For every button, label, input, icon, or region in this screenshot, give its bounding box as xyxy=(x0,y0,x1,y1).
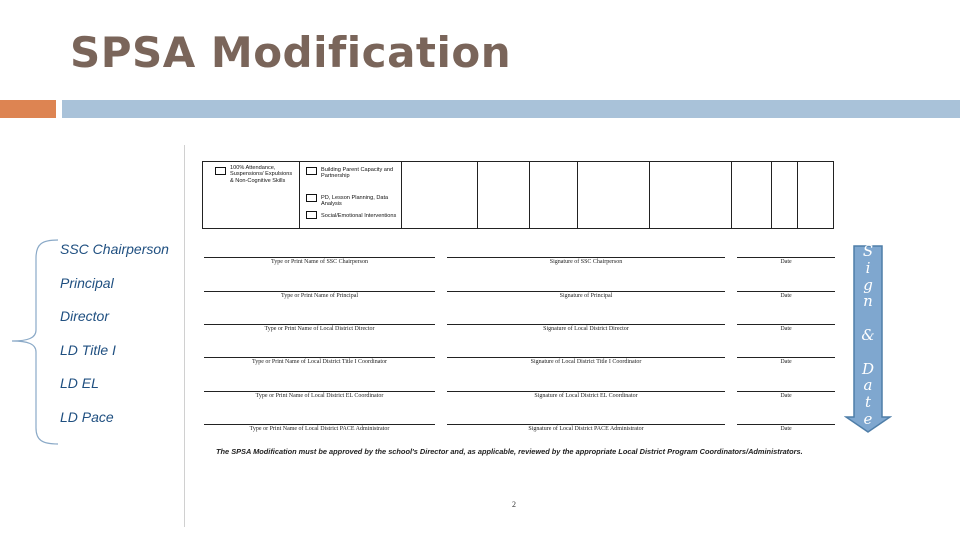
approval-note: The SPSA Modification must be approved by the school's Director and, as applicable, reviewed by the appropriate Local District Program Coordinators/Administrators. xyxy=(216,447,803,456)
option-social-emotional: Social/Emotional Interventions xyxy=(321,213,397,219)
role-ld-title-i: LD Title I xyxy=(60,342,116,358)
name-line[interactable] xyxy=(204,357,435,358)
date-caption: Date xyxy=(780,326,792,332)
name-caption: Type or Print Name of Local District EL Coordinator xyxy=(255,393,384,399)
arrow-letter xyxy=(856,310,880,327)
name-line[interactable] xyxy=(204,424,435,425)
arrow-letter: & xyxy=(861,325,875,344)
arrow-letter: S xyxy=(862,242,874,260)
option-attendance: 100% Attendance, Suspensions/ Expulsions & Non-Cognitive Skills xyxy=(230,165,293,184)
page-number: 2 xyxy=(512,500,516,509)
signature-line[interactable] xyxy=(447,424,725,425)
date-caption: Date xyxy=(780,293,792,299)
arrow-letter: g xyxy=(863,275,873,294)
date-caption: Date xyxy=(780,259,792,265)
arrow-letter: i xyxy=(865,258,871,277)
signature-caption: Signature of Principal xyxy=(559,293,613,299)
page-title: SPSA Modification xyxy=(70,28,512,77)
arrow-letter: n xyxy=(863,292,873,311)
date-line[interactable] xyxy=(737,357,835,358)
name-line[interactable] xyxy=(204,291,435,292)
signature-caption: Signature of Local District Title I Coordinator xyxy=(530,359,642,365)
name-caption: Type or Print Name of Local District Title I Coordinator xyxy=(251,359,388,365)
role-ssc-chairperson: SSC Chairperson xyxy=(60,241,169,257)
role-ld-el: LD EL xyxy=(60,375,99,391)
signature-caption: Signature of SSC Chairperson xyxy=(549,259,623,265)
arrow-letter: D xyxy=(861,359,875,378)
name-caption: Type or Print Name of Principal xyxy=(280,293,359,299)
name-line[interactable] xyxy=(204,257,435,258)
signature-caption: Signature of Local District PACE Administrator xyxy=(528,426,644,432)
signature-caption: Signature of Local District EL Coordinator xyxy=(534,393,638,399)
signature-line[interactable] xyxy=(447,324,725,325)
date-caption: Date xyxy=(780,426,792,432)
date-line[interactable] xyxy=(737,424,835,425)
signature-line[interactable] xyxy=(447,391,725,392)
name-caption: Type or Print Name of Local District PACE Administrator xyxy=(249,426,390,432)
signature-line[interactable] xyxy=(447,357,725,358)
role-principal: Principal xyxy=(60,275,114,291)
date-line[interactable] xyxy=(737,324,835,325)
arrow-letter: a xyxy=(863,376,873,395)
date-line[interactable] xyxy=(737,291,835,292)
date-caption: Date xyxy=(780,393,792,399)
option-pd-lesson: PD, Lesson Planning, Data Analysis xyxy=(321,195,389,208)
date-line[interactable] xyxy=(737,257,835,258)
arrow-letter: t xyxy=(864,393,872,412)
signature-line[interactable] xyxy=(447,291,725,292)
sign-and-date-label xyxy=(856,243,880,428)
role-ld-pace: LD Pace xyxy=(60,409,114,425)
signature-caption: Signature of Local District Director xyxy=(543,326,629,332)
arrow-letter: e xyxy=(863,409,873,428)
arrow-letter xyxy=(856,344,880,361)
option-parent-capacity: Building Parent Capacity and Partnership xyxy=(321,167,394,180)
signature-line[interactable] xyxy=(447,257,725,258)
name-line[interactable] xyxy=(204,391,435,392)
name-caption: Type or Print Name of Local District Director xyxy=(264,326,375,332)
role-director: Director xyxy=(60,308,110,324)
name-caption: Type or Print Name of SSC Chairperson xyxy=(271,259,368,265)
name-line[interactable] xyxy=(204,324,435,325)
date-caption: Date xyxy=(780,359,792,365)
date-line[interactable] xyxy=(737,391,835,392)
